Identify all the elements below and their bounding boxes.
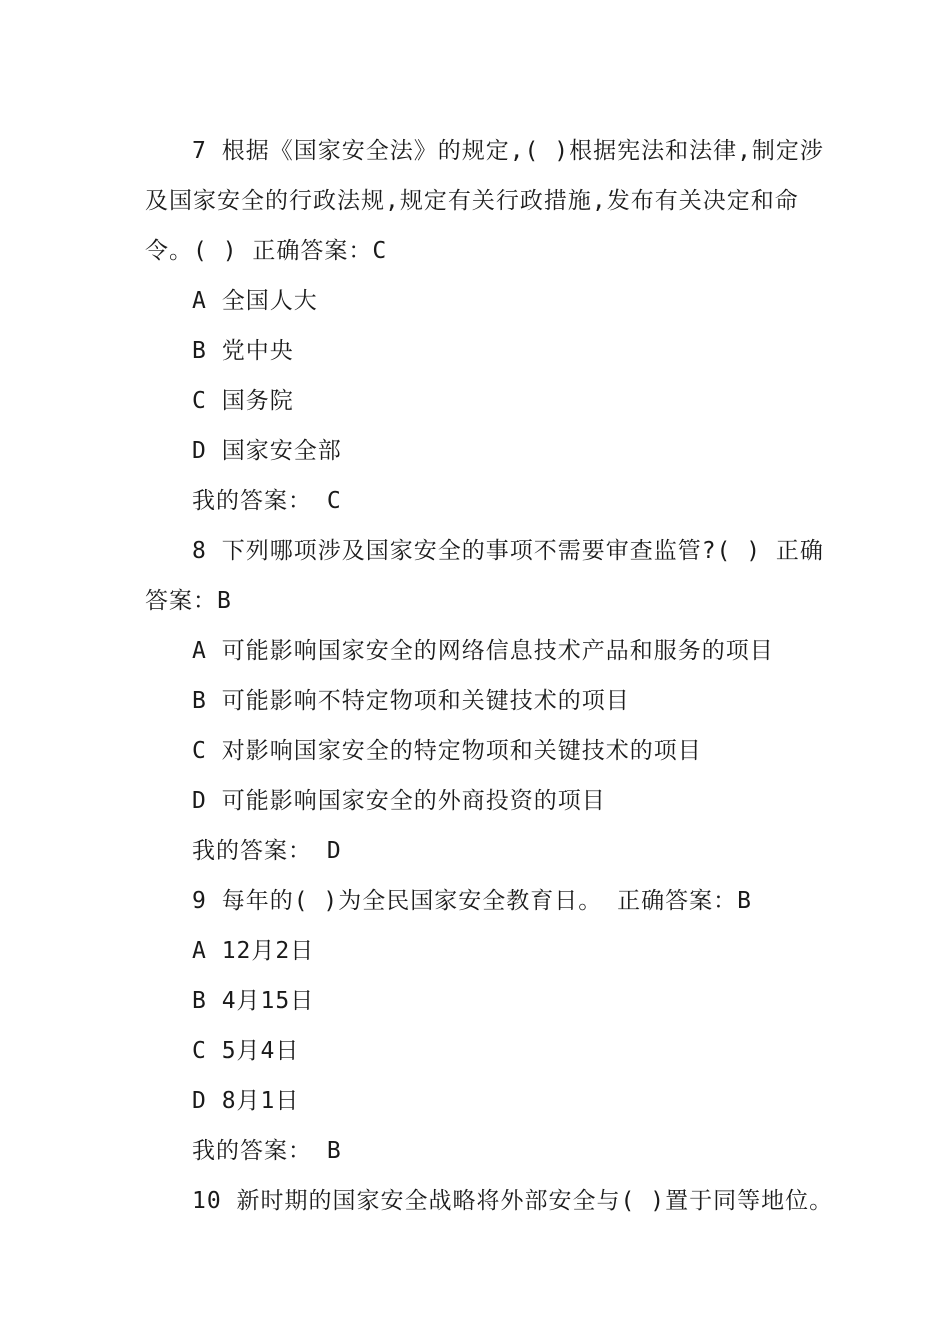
question-10-line-1: 10 新时期的国家安全战略将外部安全与( )置于同等地位。 (192, 1188, 834, 1214)
question-8-my-answer: 我的答案： D (192, 838, 342, 864)
question-9-option-c: C 5月4日 (192, 1038, 300, 1064)
question-8-option-d: D 可能影响国家安全的外商投资的项目 (192, 788, 606, 814)
question-9-option-b: B 4月15日 (192, 988, 315, 1014)
question-8-line-2: 答案：B (145, 588, 232, 614)
question-7-line-3: 令。( ) 正确答案：C (145, 238, 388, 264)
question-8-option-c: C 对影响国家安全的特定物项和关键技术的项目 (192, 738, 702, 764)
question-9-line-1: 9 每年的( )为全民国家安全教育日。 正确答案：B (192, 888, 752, 914)
question-9-option-d: D 8月1日 (192, 1088, 300, 1114)
question-8-line-1: 8 下列哪项涉及国家安全的事项不需要审查监管?( ) 正确 (192, 538, 824, 564)
question-7-option-b: B 党中央 (192, 338, 294, 364)
question-7-line-1: 7 根据《国家安全法》的规定,( )根据宪法和法律,制定涉 (192, 138, 824, 164)
question-9-my-answer: 我的答案： B (192, 1138, 342, 1164)
question-7-option-d: D 国家安全部 (192, 438, 342, 464)
question-7-option-a: A 全国人大 (192, 288, 318, 314)
question-8-option-b: B 可能影响不特定物项和关键技术的项目 (192, 688, 630, 714)
question-7-option-c: C 国务院 (192, 388, 294, 414)
question-9-option-a: A 12月2日 (192, 938, 315, 964)
question-7-line-2: 及国家安全的行政法规,规定有关行政措施,发布有关决定和命 (145, 188, 799, 214)
question-8-option-a: A 可能影响国家安全的网络信息技术产品和服务的项目 (192, 638, 774, 664)
question-7-my-answer: 我的答案： C (192, 488, 342, 514)
